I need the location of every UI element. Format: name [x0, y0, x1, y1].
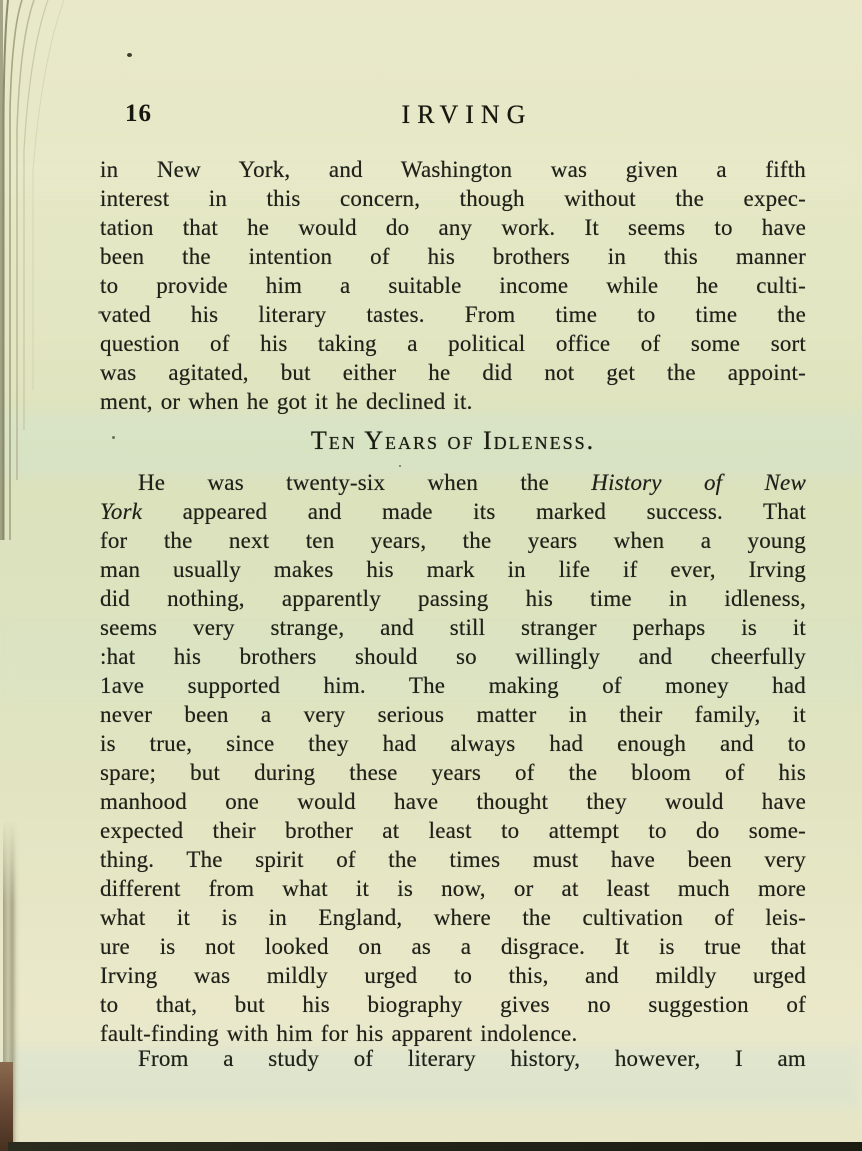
- text-line: spare; but during these years of the bloom of his: [100, 760, 806, 785]
- text-line: From a study of literary history, however, I am: [138, 1046, 806, 1071]
- text-line: seems very strange, and still stranger perhaps is it: [100, 615, 806, 640]
- text-line: to provide him a suitable income while he culti-: [100, 273, 806, 298]
- page-number: 16: [125, 100, 152, 127]
- section-heading: Ten Years of Idleness.: [310, 426, 596, 455]
- text-line: expected their brother at least to attempt to do some-: [100, 818, 806, 843]
- text-line: question of his taking a political office of some sort: [100, 331, 806, 356]
- text-line: was agitated, but either he did not get the appoint-: [100, 360, 806, 385]
- book-cover-edge-decoration: [0, 1062, 13, 1151]
- paragraph-2: [100, 468, 806, 1048]
- page-header: [100, 100, 806, 132]
- text-line: different from what it is now, or at least much more: [100, 876, 806, 901]
- text-line: :hat his brothers should so willingly and cheerfully: [100, 644, 806, 669]
- text-line: tation that he would do any work. It seems to have: [100, 215, 806, 240]
- running-header-title: IRVING: [401, 100, 533, 129]
- text-line: is true, since they had always had enough and to: [100, 731, 806, 756]
- page-edge-lines-decoration: [0, 0, 90, 540]
- text-line: manhood one would have thought they would have: [100, 789, 806, 814]
- ink-speck: [127, 53, 132, 57]
- text-line: fault-finding with him for his apparent indolence.: [100, 1021, 578, 1046]
- text-line: 1ave supported him. The making of money had: [100, 673, 806, 698]
- paragraph-3: [100, 1044, 806, 1073]
- text-line: what it is in England, where the cultivation of leis-: [100, 905, 806, 930]
- text-line: [100, 497, 806, 526]
- text-line: been the intention of his brothers in this manner: [100, 244, 806, 269]
- text-line: Irving was mildly urged to this, and mildly urged: [100, 963, 806, 988]
- scan-bottom-edge-decoration: [8, 1142, 862, 1151]
- text-segment: He was twenty-six when the: [138, 470, 592, 495]
- text-line: man usually makes his mark in life if ever, Irving: [100, 557, 806, 582]
- book-title-italic: History of New: [591, 470, 806, 495]
- text-line: [100, 468, 806, 497]
- paragraph-1: [100, 155, 806, 416]
- text-line: interest in this concern, though without the expec-: [100, 186, 806, 211]
- text-line: never been a very serious matter in their family, it: [100, 702, 806, 727]
- text-line: to that, but his biography gives no suggestion of: [100, 992, 806, 1017]
- text-line: did nothing, apparently passing his time in idleness,: [100, 586, 806, 611]
- ink-speck: [399, 465, 401, 467]
- text-line: in New York, and Washington was given a fifth: [100, 157, 806, 182]
- text-line: thing. The spirit of the times must have been very: [100, 847, 806, 872]
- text-line: ure is not looked on as a disgrace. It is true that: [100, 934, 806, 959]
- text-line: for the next ten years, the years when a young: [100, 528, 806, 553]
- text-line: ment, or when he got it he declined it.: [100, 389, 473, 414]
- book-title-italic: York: [100, 499, 143, 524]
- text-segment: appeared and made its marked success. That: [142, 499, 806, 524]
- text-line: vated his literary tastes. From time to time the: [100, 302, 806, 327]
